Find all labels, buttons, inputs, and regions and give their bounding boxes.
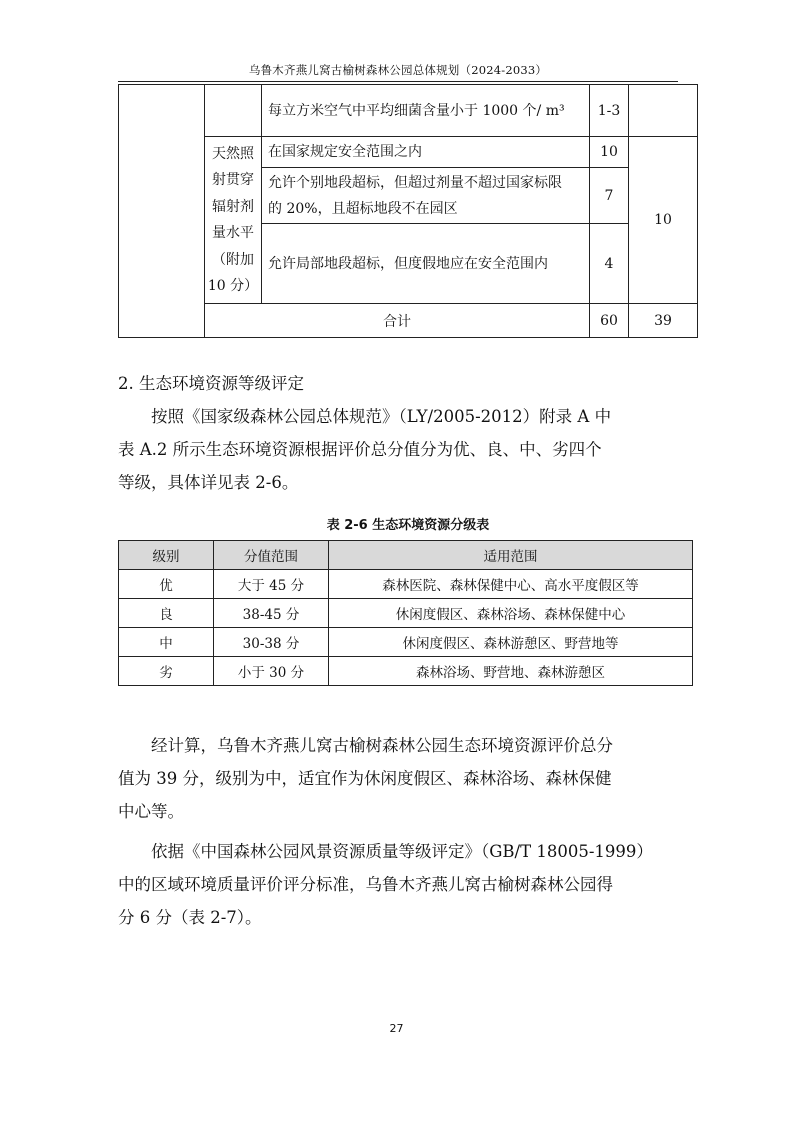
total-max: 60: [590, 304, 629, 338]
radiation-label-line: 天然照: [212, 145, 254, 162]
range-cell: 小于 30 分: [214, 657, 329, 686]
paragraph-line: 按照《国家级森林公园总体规范》（LY/2005-2012）附录 A 中: [151, 407, 612, 426]
range-cell: 38-45 分: [214, 599, 329, 628]
group-score-cell-empty: [629, 85, 698, 137]
paragraph-line: 经计算，乌鲁木齐燕儿窝古榆树森林公园生态环境资源评价总分: [151, 736, 613, 755]
table-row: [119, 657, 693, 686]
radiation-label-line: 射贯穿: [212, 172, 254, 188]
grade-cell: 良: [119, 599, 214, 628]
criterion-line: 的 20%，且超标地段不在园区: [268, 200, 458, 217]
paragraph-line: 等级，具体详见表 2-6。: [118, 473, 299, 492]
paragraph-2: [118, 729, 680, 828]
grade-cell: 优: [119, 570, 214, 599]
category-cell-empty: [119, 85, 205, 338]
table-caption: 表 2-6 生态环境资源分级表: [326, 518, 490, 533]
table-header-row: [119, 541, 693, 570]
table-row: [119, 599, 693, 628]
header-rule: [118, 81, 678, 82]
total-label: 合计: [205, 304, 590, 338]
radiation-label-line: 量水平: [212, 225, 254, 241]
table-row: [119, 628, 693, 657]
paragraph-3: [118, 835, 680, 934]
radiation-label-line: 辐射剂: [212, 198, 254, 215]
paragraph-line: 依据《中国森林公园风景资源质量等级评定》（GB/T 18005-1999）: [151, 842, 653, 861]
criterion-cell: 每立方米空气中平均细菌含量小于 1000 个/ m³: [262, 85, 590, 137]
radiation-label-line: 10 分）: [207, 278, 259, 294]
paragraph-line: 分 6 分（表 2-7）。: [118, 908, 262, 927]
paragraph-line: 表 A.2 所示生态环境资源根据评价总分值分为优、良、中、劣四个: [118, 440, 602, 459]
table-row: [119, 85, 698, 137]
criterion-cell: 允许局部地段超标，但度假地应在安全范围内: [262, 224, 590, 304]
range-cell: 大于 45 分: [214, 570, 329, 599]
subcategory-cell-empty: [205, 85, 262, 137]
criterion-cell: 在国家规定安全范围之内: [262, 137, 590, 168]
page-number: 27: [389, 1022, 404, 1035]
section-heading: 2. 生态环境资源等级评定: [118, 374, 304, 393]
evaluation-table-continued: [118, 84, 698, 338]
score-cell: 10: [590, 137, 629, 168]
grade-cell: 中: [119, 628, 214, 657]
total-row: [119, 304, 698, 338]
score-cell: 1-3: [590, 85, 629, 137]
paragraph-line: 中心等。: [118, 802, 184, 821]
usage-cell: 休闲度假区、森林游憩区、野营地等: [329, 628, 693, 657]
grade-cell: 劣: [119, 657, 214, 686]
criterion-line: 允许个别地段超标，但超过剂量不超过国家标限: [268, 174, 562, 191]
score-cell: 7: [590, 168, 629, 224]
column-header: 分值范围: [214, 541, 329, 570]
radiation-label-cell: [205, 137, 262, 304]
usage-cell: 森林医院、森林保健中心、高水平度假区等: [329, 570, 693, 599]
usage-cell: 休闲度假区、森林浴场、森林保健中心: [329, 599, 693, 628]
table-row: [119, 570, 693, 599]
running-header: 乌鲁木齐燕儿窝古榆树森林公园总体规划（2024-2033）: [248, 63, 548, 77]
group-score-cell: 10: [629, 137, 698, 304]
paragraph-line: 值为 39 分，级别为中，适宜作为休闲度假区、森林浴场、森林保健: [118, 769, 612, 788]
criterion-cell: [262, 168, 590, 224]
range-cell: 30-38 分: [214, 628, 329, 657]
grade-table: [118, 540, 693, 686]
paragraph-line: 中的区域环境质量评价评分标准，乌鲁木齐燕儿窝古榆树森林公园得: [118, 875, 613, 894]
column-header: 级别: [119, 541, 214, 570]
table-row: [119, 137, 698, 168]
total-score: 39: [629, 304, 698, 338]
radiation-label-line: （附加: [212, 251, 254, 268]
paragraph-1: [118, 400, 680, 499]
score-cell: 4: [590, 224, 629, 304]
usage-cell: 森林浴场、野营地、森林游憩区: [329, 657, 693, 686]
column-header: 适用范围: [329, 541, 693, 570]
